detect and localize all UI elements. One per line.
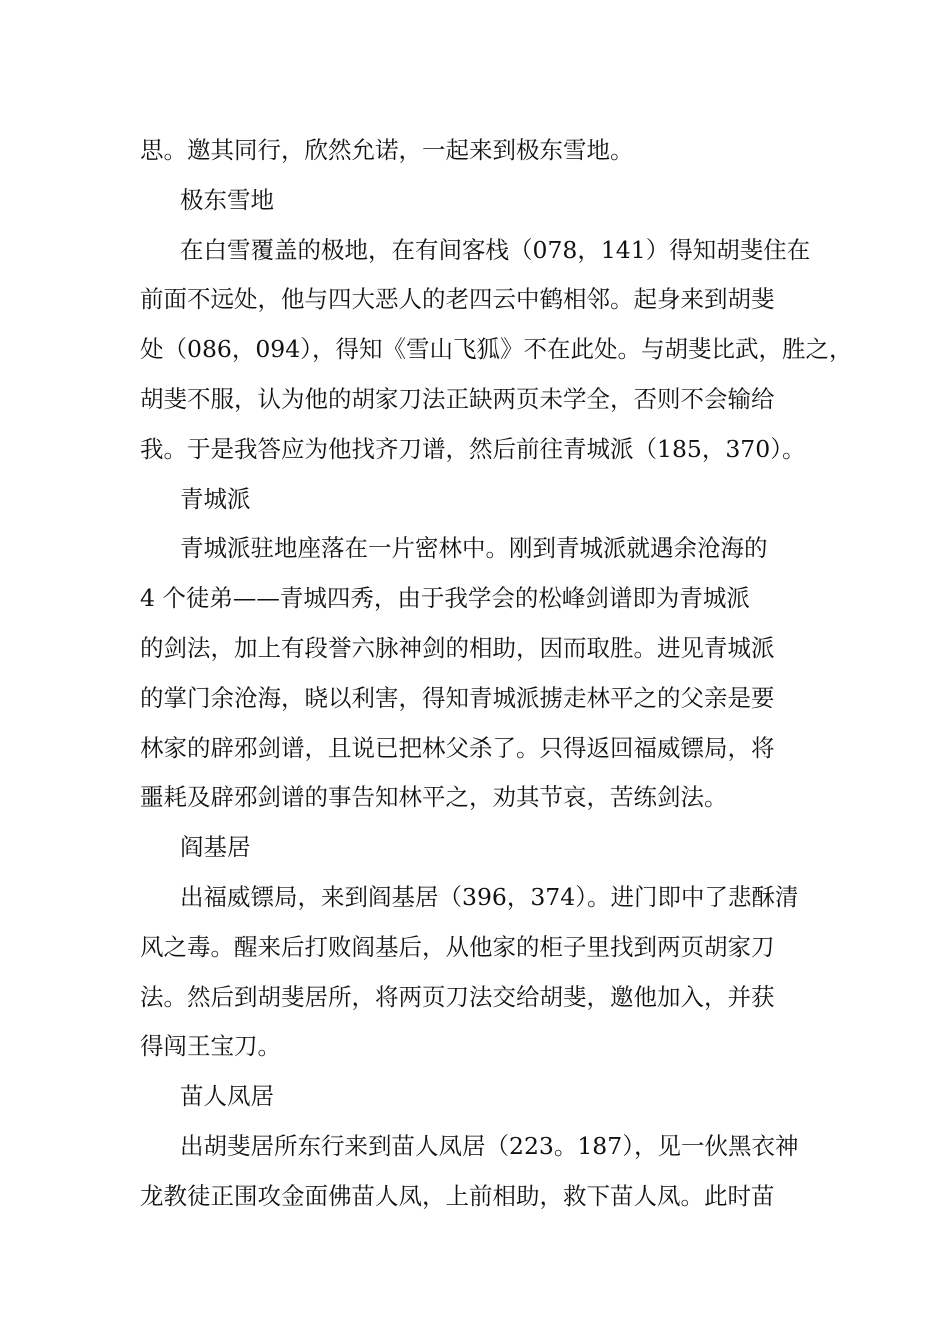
text-line: 风之毒。醒来后打败阎基后，从他家的柜子里找到两页胡家刀: [140, 932, 775, 961]
text-line: 得闯王宝刀。: [140, 1032, 281, 1061]
text-line: 4 个徒弟——青城四秀，由于我学会的松峰剑谱即为青城派: [140, 584, 750, 613]
text-line: 法。然后到胡斐居所，将两页刀法交给胡斐，邀他加入，并获: [140, 982, 775, 1011]
text-line: 前面不远处，他与四大恶人的老四云中鹤相邻。起身来到胡斐: [140, 285, 775, 314]
text-line: 的剑法，加上有段誉六脉神剑的相助，因而取胜。进见青城派: [140, 633, 775, 662]
text-line: 思。邀其同行，欣然允诺，一起来到极东雪地。: [140, 136, 634, 164]
section-heading-yanjiju: 阎基居: [180, 833, 251, 862]
text-line: 胡斐不服，认为他的胡家刀法正缺两页未学全，否则不会输给: [140, 384, 775, 413]
section-heading-miaorenfengju: 苗人凤居: [180, 1082, 274, 1111]
text-line: 林家的辟邪剑谱，且说已把林父杀了。只得返回福威镖局，将: [140, 733, 775, 762]
text-line: 的掌门余沧海，晓以利害，得知青城派掳走林平之的父亲是要: [140, 683, 775, 712]
text-line: 处（086，094），得知《雪山飞狐》不在此处。与胡斐比武，胜之，: [140, 335, 853, 364]
document-body: [140, 126, 853, 1222]
text-line: 青城派驻地座落在一片密林中。刚到青城派就遇余沧海的: [180, 534, 768, 563]
text-line: 噩耗及辟邪剑谱的事告知林平之，劝其节哀，苦练剑法。: [140, 783, 728, 812]
text-line: 出胡斐居所东行来到苗人凤居（223。187），见一伙黑衣神: [180, 1131, 799, 1160]
text-line: 在白雪覆盖的极地，在有间客栈（078，141）得知胡斐住在: [180, 235, 811, 264]
section-heading-qingchengpai: 青城派: [180, 484, 251, 513]
text-line: 我。于是我答应为他找齐刀谱，然后前往青城派（185，370）。: [140, 434, 806, 463]
section-heading-jidong-xuedi: 极东雪地: [180, 185, 274, 214]
text-line: 龙教徒正围攻金面佛苗人凤，上前相助，救下苗人凤。此时苗: [140, 1181, 775, 1210]
text-line: 出福威镖局，来到阎基居（396，374）。进门即中了悲酥清: [180, 882, 799, 911]
